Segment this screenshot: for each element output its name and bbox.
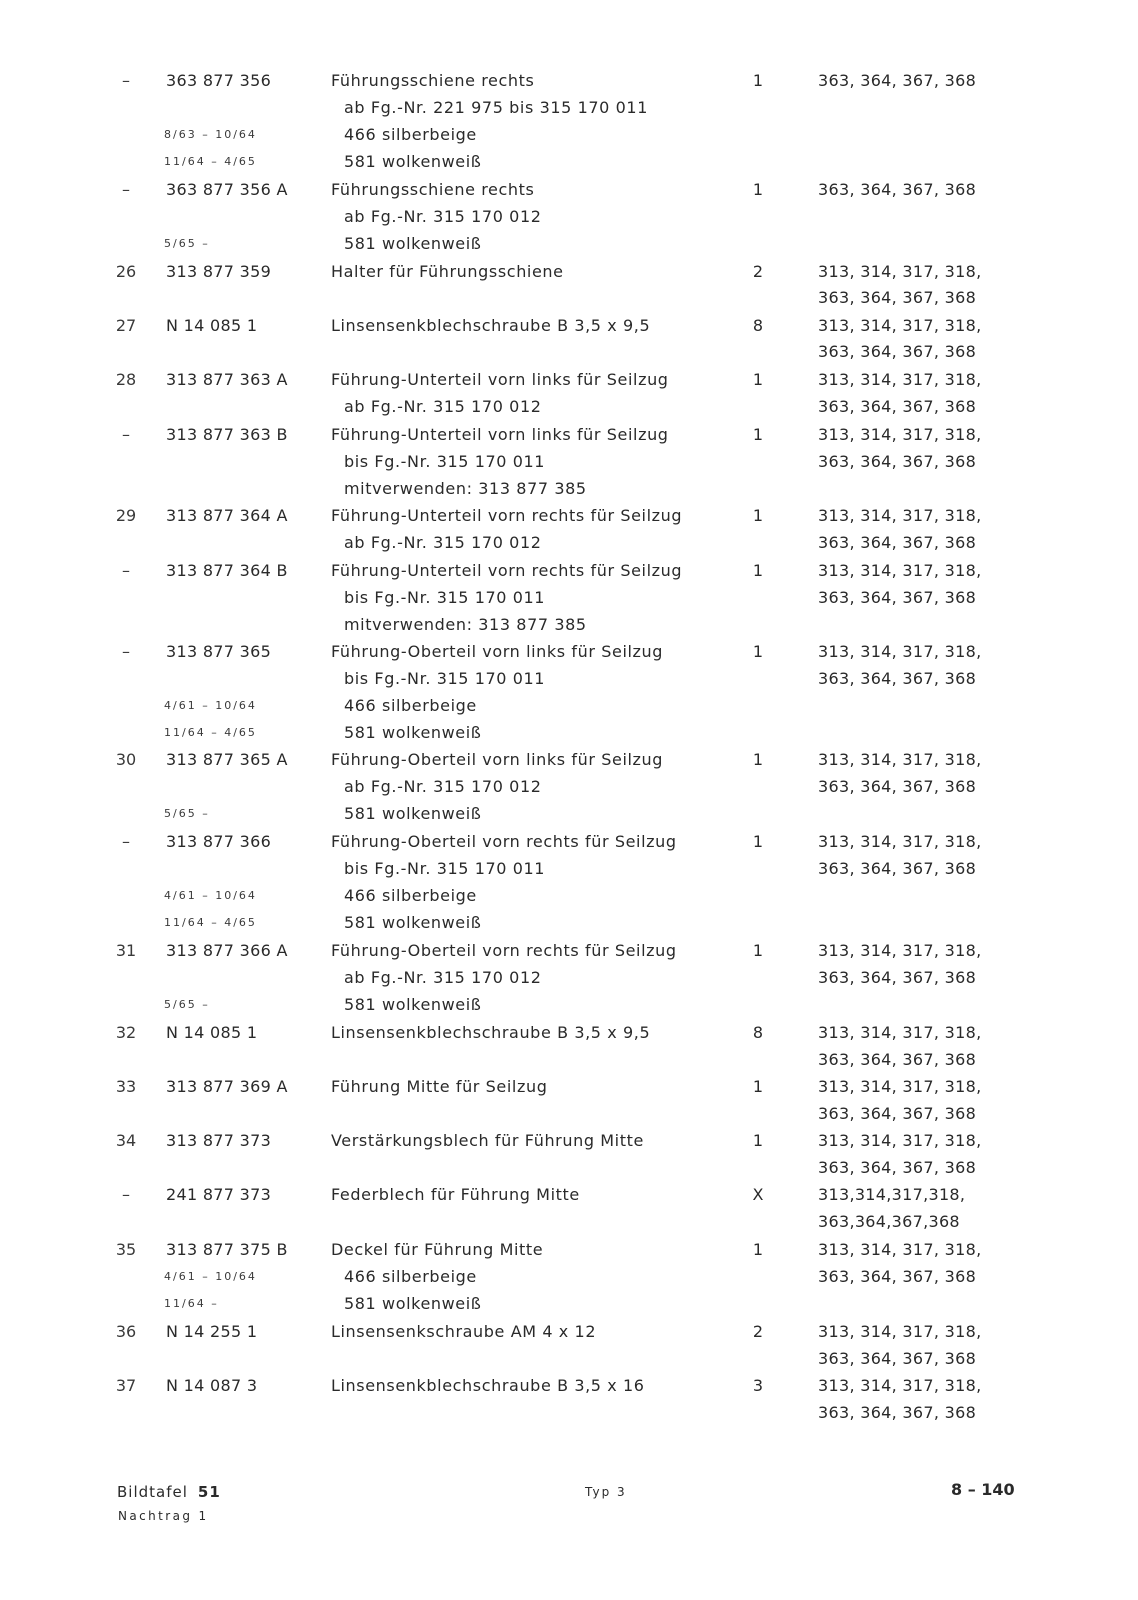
part-number: 313 877 373 <box>166 1131 272 1150</box>
table-row <box>0 882 1138 909</box>
date-range: 5/65 – <box>164 807 210 820</box>
part-description: 466 silberbeige <box>344 696 477 715</box>
quantity: 8 <box>752 316 764 335</box>
position-number: 36 <box>115 1322 137 1341</box>
table-row <box>0 1345 1138 1372</box>
position-number: 27 <box>115 316 137 335</box>
table-row <box>0 1290 1138 1317</box>
part-description: 581 wolkenweiß <box>344 723 482 742</box>
table-row <box>0 366 1138 393</box>
table-row <box>0 584 1138 611</box>
date-range: 4/61 – 10/64 <box>164 699 257 712</box>
part-description: Linsensenkschraube AM 4 x 12 <box>331 1322 597 1341</box>
plate-label-text: Bildtafel <box>117 1483 188 1501</box>
part-description: ab Fg.-Nr. 221 975 bis 315 170 011 <box>344 98 648 117</box>
table-row <box>0 665 1138 692</box>
table-row <box>0 746 1138 773</box>
vehicle-types: 363, 364, 367, 368 <box>818 777 977 796</box>
part-number: 313 877 363 B <box>166 425 288 444</box>
quantity: 1 <box>752 1131 764 1150</box>
vehicle-types: 363, 364, 367, 368 <box>818 1104 977 1123</box>
part-number: N 14 085 1 <box>166 316 258 335</box>
table-row <box>0 1263 1138 1290</box>
date-range: 5/65 – <box>164 998 210 1011</box>
part-description: Deckel für Führung Mitte <box>331 1240 544 1259</box>
quantity: 1 <box>752 425 764 444</box>
part-description: Führung-Oberteil vorn links für Seilzug <box>331 750 664 769</box>
part-description: ab Fg.-Nr. 315 170 012 <box>344 777 542 796</box>
part-description: 581 wolkenweiß <box>344 1294 482 1313</box>
table-row <box>0 502 1138 529</box>
part-description: Führung-Oberteil vorn rechts für Seilzug <box>331 941 677 960</box>
part-number: 313 877 364 A <box>166 506 288 525</box>
vehicle-types: 313, 314, 317, 318, <box>818 1023 982 1042</box>
table-row <box>0 312 1138 339</box>
table-row <box>0 638 1138 665</box>
vehicle-types: 363, 364, 367, 368 <box>818 288 977 307</box>
vehicle-types: 363, 364, 367, 368 <box>818 342 977 361</box>
quantity: 8 <box>752 1023 764 1042</box>
quantity: 1 <box>752 180 764 199</box>
position-number: 29 <box>115 506 137 525</box>
position-number: – <box>122 561 130 580</box>
position-number: – <box>122 180 130 199</box>
vehicle-types: 313, 314, 317, 318, <box>818 262 982 281</box>
part-number: N 14 085 1 <box>166 1023 258 1042</box>
part-description: Federblech für Führung Mitte <box>331 1185 580 1204</box>
vehicle-types: 313, 314, 317, 318, <box>818 316 982 335</box>
position-number: – <box>122 642 130 661</box>
table-row <box>0 176 1138 203</box>
vehicle-types: 363, 364, 367, 368 <box>818 397 977 416</box>
date-range: 11/64 – 4/65 <box>164 155 257 168</box>
quantity: 1 <box>752 750 764 769</box>
quantity: 1 <box>752 832 764 851</box>
table-row <box>0 1100 1138 1127</box>
vehicle-types: 313,314,317,318, <box>818 1185 966 1204</box>
table-row <box>0 909 1138 936</box>
table-row <box>0 448 1138 475</box>
part-description: bis Fg.-Nr. 315 170 011 <box>344 588 546 607</box>
part-description: Führung-Unterteil vorn links für Seilzug <box>331 425 669 444</box>
vehicle-types: 363, 364, 367, 368 <box>818 1158 977 1177</box>
part-number: 313 877 375 B <box>166 1240 288 1259</box>
type-label: Typ 3 <box>585 1485 627 1499</box>
table-row <box>0 1399 1138 1426</box>
quantity: 1 <box>752 1077 764 1096</box>
vehicle-types: 363, 364, 367, 368 <box>818 1267 977 1286</box>
quantity: 3 <box>752 1376 764 1395</box>
part-description: Linsensenkblechschraube B 3,5 x 9,5 <box>331 1023 651 1042</box>
part-description: ab Fg.-Nr. 315 170 012 <box>344 397 542 416</box>
part-description: ab Fg.-Nr. 315 170 012 <box>344 207 542 226</box>
part-description: Führung-Oberteil vorn links für Seilzug <box>331 642 664 661</box>
part-description: ab Fg.-Nr. 315 170 012 <box>344 533 542 552</box>
table-row <box>0 121 1138 148</box>
table-row <box>0 800 1138 827</box>
table-row <box>0 719 1138 746</box>
table-row <box>0 230 1138 257</box>
date-range: 11/64 – <box>164 1297 219 1310</box>
part-description: Linsensenkblechschraube B 3,5 x 16 <box>331 1376 645 1395</box>
plate-number: 51 <box>197 1483 221 1501</box>
part-description: Führung-Oberteil vorn rechts für Seilzug <box>331 832 677 851</box>
part-number: 241 877 373 <box>166 1185 272 1204</box>
position-number: 30 <box>115 750 137 769</box>
part-number: 313 877 365 A <box>166 750 288 769</box>
table-row <box>0 529 1138 556</box>
part-description: Linsensenkblechschraube B 3,5 x 9,5 <box>331 316 651 335</box>
date-range: 11/64 – 4/65 <box>164 726 257 739</box>
vehicle-types: 313, 314, 317, 318, <box>818 832 982 851</box>
part-description: ab Fg.-Nr. 315 170 012 <box>344 968 542 987</box>
part-number: N 14 255 1 <box>166 1322 258 1341</box>
position-number: 28 <box>115 370 137 389</box>
part-description: Führung-Unterteil vorn rechts für Seilzug <box>331 561 683 580</box>
table-row <box>0 338 1138 365</box>
table-row <box>0 203 1138 230</box>
part-description: Halter für Führungsschiene <box>331 262 564 281</box>
vehicle-types: 363, 364, 367, 368 <box>818 1349 977 1368</box>
table-row <box>0 94 1138 121</box>
part-number: 313 877 366 <box>166 832 272 851</box>
vehicle-types: 313, 314, 317, 318, <box>818 1077 982 1096</box>
part-description: 581 wolkenweiß <box>344 234 482 253</box>
table-row <box>0 1236 1138 1263</box>
vehicle-types: 363, 364, 367, 368 <box>818 1050 977 1069</box>
position-number: 31 <box>115 941 137 960</box>
vehicle-types: 313, 314, 317, 318, <box>818 1322 982 1341</box>
part-description: 581 wolkenweiß <box>344 913 482 932</box>
table-row <box>0 1127 1138 1154</box>
part-description: Verstärkungsblech für Führung Mitte <box>331 1131 644 1150</box>
quantity: X <box>752 1185 764 1204</box>
part-description: 581 wolkenweiß <box>344 152 482 171</box>
date-range: 4/61 – 10/64 <box>164 1270 257 1283</box>
table-row <box>0 1372 1138 1399</box>
table-row <box>0 773 1138 800</box>
table-row <box>0 1154 1138 1181</box>
vehicle-types: 313, 314, 317, 318, <box>818 1240 982 1259</box>
position-number: 26 <box>115 262 137 281</box>
table-row <box>0 964 1138 991</box>
part-description: mitverwenden: 313 877 385 <box>344 479 587 498</box>
quantity: 2 <box>752 1322 764 1341</box>
quantity: 1 <box>752 941 764 960</box>
position-number: 37 <box>115 1376 137 1395</box>
table-row <box>0 393 1138 420</box>
part-description: bis Fg.-Nr. 315 170 011 <box>344 452 546 471</box>
supplement-label: Nachtrag 1 <box>118 1509 209 1523</box>
part-description: mitverwenden: 313 877 385 <box>344 615 587 634</box>
table-row <box>0 1073 1138 1100</box>
vehicle-types: 363, 364, 367, 368 <box>818 669 977 688</box>
vehicle-types: 313, 314, 317, 318, <box>818 1131 982 1150</box>
vehicle-types: 363, 364, 367, 368 <box>818 859 977 878</box>
vehicle-types: 363, 364, 367, 368 <box>818 968 977 987</box>
part-number: 313 877 365 <box>166 642 272 661</box>
table-row <box>0 937 1138 964</box>
position-number: – <box>122 832 130 851</box>
quantity: 2 <box>752 262 764 281</box>
part-description: bis Fg.-Nr. 315 170 011 <box>344 669 546 688</box>
vehicle-types: 363,364,367,368 <box>818 1212 960 1231</box>
position-number: 32 <box>115 1023 137 1042</box>
part-description: 466 silberbeige <box>344 1267 477 1286</box>
part-number: 313 877 369 A <box>166 1077 288 1096</box>
table-row <box>0 991 1138 1018</box>
vehicle-types: 363, 364, 367, 368 <box>818 452 977 471</box>
table-row <box>0 557 1138 584</box>
table-row <box>0 148 1138 175</box>
plate-label <box>117 1483 221 1501</box>
part-description: Führung Mitte für Seilzug <box>331 1077 548 1096</box>
vehicle-types: 313, 314, 317, 318, <box>818 370 982 389</box>
table-row <box>0 258 1138 285</box>
table-row <box>0 828 1138 855</box>
date-range: 8/63 – 10/64 <box>164 128 257 141</box>
part-number: 313 877 366 A <box>166 941 288 960</box>
table-row <box>0 1046 1138 1073</box>
position-number: 33 <box>115 1077 137 1096</box>
page-number: 8 – 140 <box>951 1480 1015 1499</box>
part-description: bis Fg.-Nr. 315 170 011 <box>344 859 546 878</box>
part-description: 581 wolkenweiß <box>344 804 482 823</box>
table-row <box>0 67 1138 94</box>
vehicle-types: 313, 314, 317, 318, <box>818 425 982 444</box>
vehicle-types: 313, 314, 317, 318, <box>818 561 982 580</box>
quantity: 1 <box>752 642 764 661</box>
position-number: 34 <box>115 1131 137 1150</box>
part-description: Führungsschiene rechts <box>331 71 535 90</box>
table-row <box>0 1181 1138 1208</box>
date-range: 5/65 – <box>164 237 210 250</box>
part-number: 313 877 359 <box>166 262 272 281</box>
vehicle-types: 313, 314, 317, 318, <box>818 506 982 525</box>
vehicle-types: 363, 364, 367, 368 <box>818 533 977 552</box>
table-row <box>0 692 1138 719</box>
part-description: Führungsschiene rechts <box>331 180 535 199</box>
position-number: – <box>122 1185 130 1204</box>
quantity: 1 <box>752 370 764 389</box>
table-row <box>0 284 1138 311</box>
part-description: Führung-Unterteil vorn links für Seilzug <box>331 370 669 389</box>
part-number: 313 877 363 A <box>166 370 288 389</box>
vehicle-types: 363, 364, 367, 368 <box>818 1403 977 1422</box>
part-description: Führung-Unterteil vorn rechts für Seilzug <box>331 506 683 525</box>
part-number: 363 877 356 A <box>166 180 288 199</box>
part-number: N 14 087 3 <box>166 1376 258 1395</box>
position-number: – <box>122 425 130 444</box>
quantity: 1 <box>752 561 764 580</box>
position-number: – <box>122 71 130 90</box>
part-number: 363 877 356 <box>166 71 272 90</box>
table-row <box>0 1019 1138 1046</box>
part-description: 466 silberbeige <box>344 125 477 144</box>
date-range: 4/61 – 10/64 <box>164 889 257 902</box>
table-row <box>0 1318 1138 1345</box>
vehicle-types: 363, 364, 367, 368 <box>818 71 977 90</box>
part-number: 313 877 364 B <box>166 561 288 580</box>
vehicle-types: 363, 364, 367, 368 <box>818 180 977 199</box>
vehicle-types: 363, 364, 367, 368 <box>818 588 977 607</box>
quantity: 1 <box>752 1240 764 1259</box>
vehicle-types: 313, 314, 317, 318, <box>818 750 982 769</box>
vehicle-types: 313, 314, 317, 318, <box>818 642 982 661</box>
table-row <box>0 421 1138 448</box>
table-row <box>0 855 1138 882</box>
table-row <box>0 611 1138 638</box>
quantity: 1 <box>752 71 764 90</box>
table-row <box>0 1208 1138 1235</box>
vehicle-types: 313, 314, 317, 318, <box>818 1376 982 1395</box>
part-description: 466 silberbeige <box>344 886 477 905</box>
vehicle-types: 313, 314, 317, 318, <box>818 941 982 960</box>
quantity: 1 <box>752 506 764 525</box>
part-description: 581 wolkenweiß <box>344 995 482 1014</box>
position-number: 35 <box>115 1240 137 1259</box>
table-row <box>0 475 1138 502</box>
date-range: 11/64 – 4/65 <box>164 916 257 929</box>
